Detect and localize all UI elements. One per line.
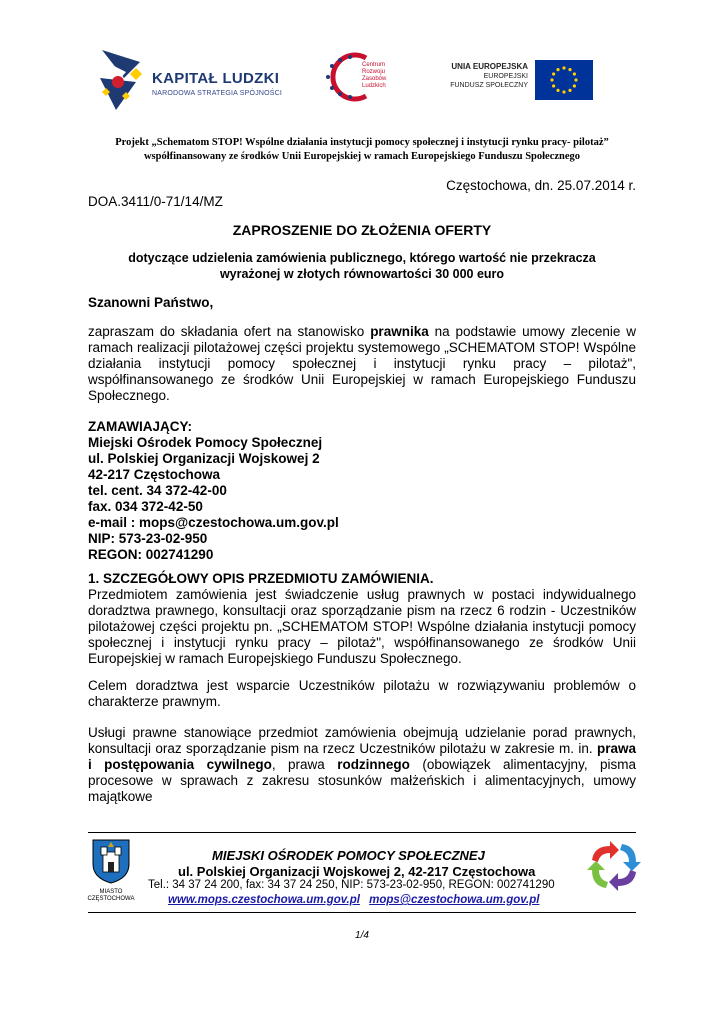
para3-text-a: Usługi prawne stanowiące przedmiot zamówienia obejmują udzielanie porad prawnych, konsultacji oraz sporządzanie pism na rzecz Uczestników pilotażu w zakresie m. in. [88,725,636,756]
contractor-line: Miejski Ośrodek Pomocy Społecznej [88,435,323,450]
intro-paragraph [88,324,636,404]
kapital-ludzki-logo [96,48,296,114]
page-subtitle [80,250,644,282]
contractor-line: NIP: 573-23-02-950 [88,531,208,546]
page-title: ZAPROSZENIE DO ZŁOŻENIA OFERTY [232,222,492,238]
ue-line-1: UNIA EUROPEJSKA [451,62,528,71]
section-1-heading: 1. SZCZEGÓŁOWY OPIS PRZEDMIOTU ZAMÓWIENIA. [88,571,434,586]
footer-links [168,894,539,906]
centrum-text [362,62,386,90]
city-crest [80,838,142,906]
contractor-line: e-mail : mops@czestochowa.um.gov.pl [88,515,339,530]
para3-text-c: , prawa [271,757,338,772]
intro-text-before: zapraszam do składania ofert na stanowisko [88,324,371,339]
subtitle-line-1: dotyczące udzielenia zamówienia publicznego, którego wartość nie przekracza [128,251,596,265]
para3-bold-family: rodzinnego [337,757,410,772]
project-line-1: Projekt „Schematom STOP! Wspólne działania instytucji pomocy społecznej i instytucji rynku pracy- pilotaż” [115,137,609,148]
ue-line-2: EUROPEJSKI [483,73,528,80]
intro-text-after: na podstawie umowy zlecenie w ramach realizacji pilotażowej części projektu systemowego „SCHEMATOM STOP! Wspólne działania instytucji pomocy społecznej i instytucji rynku pracy – pilotaż", współfinansowanego ze środków Unii Europejskiej w ramach Europejskiego Funduszu Społecznego. [88,324,636,403]
kapital-ludzki-subtitle: NARODOWA STRATEGIA SPÓJNOŚCI [152,90,283,97]
project-header [60,136,664,164]
contractor-line: ul. Polskiej Organizacji Wojskowej 2 [88,451,320,466]
mops-arrows-logo-icon [586,838,642,894]
project-line-2: współfinansowany ze środków Unii Europejskiej w ramach Europejskiego Funduszu Społecznego [143,151,581,162]
contractor-line: tel. cent. 34 372-42-00 [88,483,227,498]
contractor-line: fax. 034 372-42-50 [88,499,203,514]
reference-number: DOA.3411/0-71/14/MZ [88,194,223,209]
centrum-line: Centrum [362,62,386,68]
ue-line-3: FUNDUSZ SPOŁECZNY [450,82,528,89]
intro-position: prawnika [370,324,429,339]
page-number: 1/4 [355,930,369,941]
centrum-line: Zasobów [362,76,387,82]
place-date: Częstochowa, dn. 25.07.2014 r. [446,178,636,193]
footer-www-link[interactable]: www.mops.czestochowa.um.gov.pl [168,894,360,906]
subtitle-line-2: wyrażonej w złotych równowartości 30 000 euro [219,267,505,281]
kapital-ludzki-title: KAPITAŁ LUDZKI [152,70,280,87]
para3-text-e: (obowiązek alimentacyjny, pisma procesowe w sprawach z zakresu stosunków małżeńskich i alimentacyjnych, umowy majątkowe [88,757,636,804]
kapital-ludzki-emblem-icon [96,48,148,114]
contractor-heading: ZAMAWIAJĄCY: [88,419,192,434]
centrum-line: Ludzkich [362,83,386,89]
footer-address: ul. Polskiej Organizacji Wojskowej 2, 42-217 Częstochowa [178,864,536,879]
footer-email-link[interactable]: mops@czestochowa.um.gov.pl [369,894,540,906]
contractor-line: REGON: 002741290 [88,547,214,562]
crest-caption-1: MIASTO [99,889,123,895]
eu-flag-icon [535,60,593,100]
section-1-paragraph-1: Przedmiotem zamówienia jest świadczenie usług prawnych w postaci indywidualnego doradztwa prawnego, konsultacji oraz sporządzanie pism na rzecz 6 rodzin - Uczestników pilotażowej części projektu pn. „SCHEMATOM STOP! Wspólne działania instytucji pomocy społecznej i instytucji rynku pracy – pilotaż", współfinansowanego ze środków Unii Europejskiej w ramach Europejskiego Funduszu Społecznego. [88,587,636,666]
section-1-paragraph-2: Celem doradztwa jest wsparcie Uczestników pilotażu w rozwiązywaniu problemów o charakterze prawnym. [88,678,636,709]
footer-bottom-rule [88,912,636,913]
ue-text [440,62,528,90]
footer-top-rule [88,832,636,833]
footer-contact: Tel.: 34 37 24 200, fax: 34 37 24 250, NIP: 573-23-02-950, REGON: 002741290 [148,879,555,891]
centrum-line: Rozwoju [362,69,386,75]
para3-bold-civil: prawa i postępowania cywilnego [88,741,636,772]
contractor-block [88,419,588,563]
section-1-paragraph-3 [88,725,636,805]
city-crest-icon [91,838,131,884]
crest-caption-2: CZĘSTOCHOWA [87,896,135,902]
centrum-logo [322,52,412,102]
contractor-line: 42-217 Częstochowa [88,467,221,482]
greeting: Szanowni Państwo, [88,295,214,310]
footer-title: MIEJSKI OŚRODEK POMOCY SPOŁECZNEJ [212,848,485,863]
